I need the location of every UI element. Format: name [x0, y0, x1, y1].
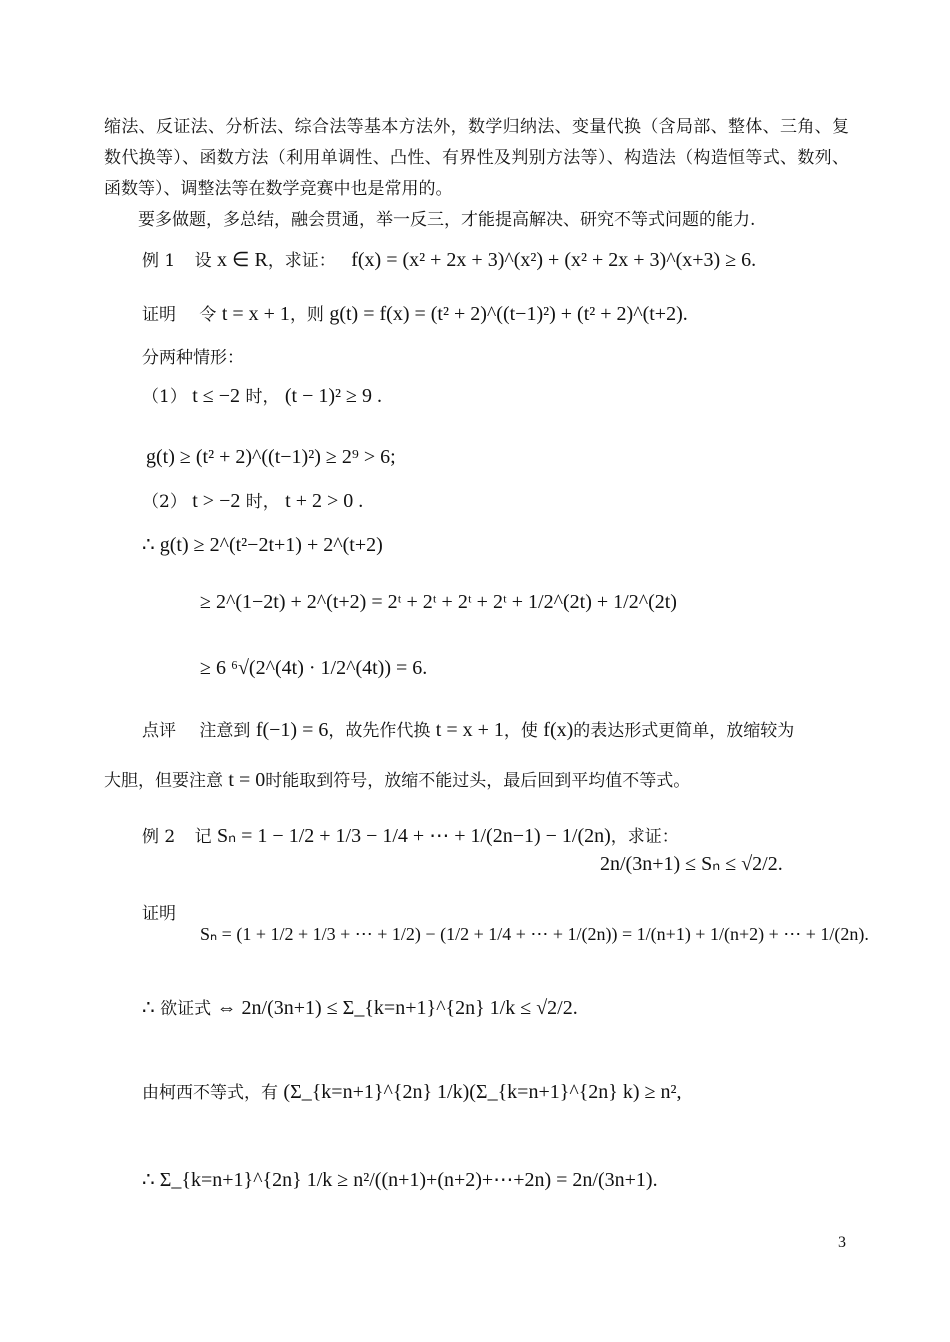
substitution: t = x + 1 — [221, 303, 290, 325]
example1-set-word: 设 — [194, 251, 212, 271]
proof-label: 证明 — [142, 305, 176, 325]
final-inequality: ∴ Σ_{k=n+1}^{2n} 1/k ≥ n²/((n+1)+(n+2)+⋯+2n) = 2n/(3n+1). — [142, 1169, 658, 1191]
equivalent-inequality: ⇔ 2n/(3n+1) ≤ Σ_{k=n+1}^{2n} 1/k ≤ √2/2. — [216, 997, 578, 1019]
example1-label: 例 1 — [142, 251, 176, 271]
remark-t-zero: t = 0 — [228, 769, 266, 791]
remark-text-c: ，使 — [503, 721, 538, 741]
remark-line-2 — [104, 768, 690, 793]
cauchy-line — [142, 1080, 682, 1105]
remark-substitution: t = x + 1 — [435, 719, 504, 741]
remark-f-value: f(−1) = 6 — [255, 719, 329, 741]
then-word: ，则 — [289, 305, 324, 325]
remark-line-1 — [142, 718, 794, 743]
case1-condition: t ≤ −2 — [192, 385, 241, 407]
case1-label: （1） — [142, 387, 187, 407]
example2-label: 例 2 — [142, 827, 176, 847]
example1-condition: x ∈ R — [217, 249, 268, 271]
cauchy-inequality: (Σ_{k=n+1}^{2n} 1/k)(Σ_{k=n+1}^{2n} k) ≥ n², — [283, 1081, 682, 1103]
study-advice-paragraph: 要多做题，多总结，融会贯通，举一反三，才能提高解决、研究不等式问题的能力. — [138, 210, 756, 230]
case1-line — [142, 384, 382, 409]
remark-text-f: 时能取到符号，放缩不能过头，最后回到平均值不等式。 — [265, 771, 691, 791]
sn-rewrite: Sₙ = (1 + 1/2 + 1/3 + ⋯ + 1/2) − (1/2 + 1/4 + ⋯ + 1/(2n)) = 1/(n+1) + 1/(n+2) + ⋯ + 1/(2n). — [200, 924, 869, 944]
example2-prove-label: ，求证： — [610, 827, 679, 847]
remark-text-d: 的表达形式更简单，放缩较为 — [573, 721, 795, 741]
proof-step-1: ∴ g(t) ≥ 2^(t²−2t+1) + 2^(t+2) — [142, 534, 383, 556]
case2-label: （2） — [142, 492, 187, 512]
example1-prove-label: ，求证： — [267, 251, 336, 271]
remark-label: 点评 — [142, 721, 176, 741]
remark-text-a: 注意到 — [199, 721, 251, 741]
therefore-symbol: ∴ — [142, 997, 155, 1019]
g-definition: g(t) = f(x) = (t² + 2)^((t−1)²) + (t² + 2)^(t+2). — [329, 303, 688, 325]
cauchy-text: 由柯西不等式，有 — [142, 1083, 278, 1103]
remark-text-b: ，故先作代换 — [328, 721, 431, 741]
case2-line — [142, 489, 363, 514]
equivalence-line — [142, 996, 578, 1021]
remark-text-e: 大胆，但要注意 — [104, 771, 223, 791]
case1-shi: 时， — [245, 387, 280, 407]
case2-fact: t + 2 > 0 . — [285, 490, 364, 512]
cases-heading: 分两种情形： — [142, 348, 244, 368]
example1-heading — [142, 248, 756, 273]
proof-step-3: ≥ 6 ⁶√(2^(4t) · 1/2^(4t)) = 6. — [200, 657, 428, 679]
remark-fx: f(x) — [543, 719, 574, 741]
want-to-prove: 欲证式 — [160, 999, 212, 1019]
sn-definition: Sₙ = 1 − 1/2 + 1/3 − 1/4 + ⋯ + 1/(2n−1) − 1/(2n) — [217, 825, 611, 847]
example2-heading — [142, 824, 679, 849]
example1-proof-start — [142, 302, 688, 327]
case2-condition: t > −2 — [192, 490, 241, 512]
example1-statement: f(x) = (x² + 2x + 3)^(x²) + (x² + 2x + 3)^(x+3) ≥ 6. — [351, 249, 757, 271]
case2-shi: 时， — [245, 492, 280, 512]
proof-step-2: ≥ 2^(1−2t) + 2^(t+2) = 2ᵗ + 2ᵗ + 2ᵗ + 2ᵗ + 1/2^(2t) + 1/2^(2t) — [200, 591, 677, 613]
let-word: 令 — [199, 305, 217, 325]
case1-result: g(t) ≥ (t² + 2)^((t−1)²) ≥ 2⁹ > 6; — [146, 446, 396, 468]
example2-ji: 记 — [194, 827, 212, 847]
page-number: 3 — [838, 1234, 846, 1251]
example2-proof-label: 证明 — [142, 904, 176, 924]
example2-statement: 2n/(3n+1) ≤ Sₙ ≤ √2/2. — [600, 853, 783, 875]
intro-paragraph: 缩法、反证法、分析法、综合法等基本方法外，数学归纳法、变量代换（含局部、整体、三角、复数代换等）、函数方法（利用单调性、凸性、有界性及判别方法等）、构造法（构造恒等式、数列、函数等）、调整法等在数学竞赛中也是常用的。 — [104, 117, 849, 199]
case1-fact: (t − 1)² ≥ 9 . — [284, 385, 382, 407]
